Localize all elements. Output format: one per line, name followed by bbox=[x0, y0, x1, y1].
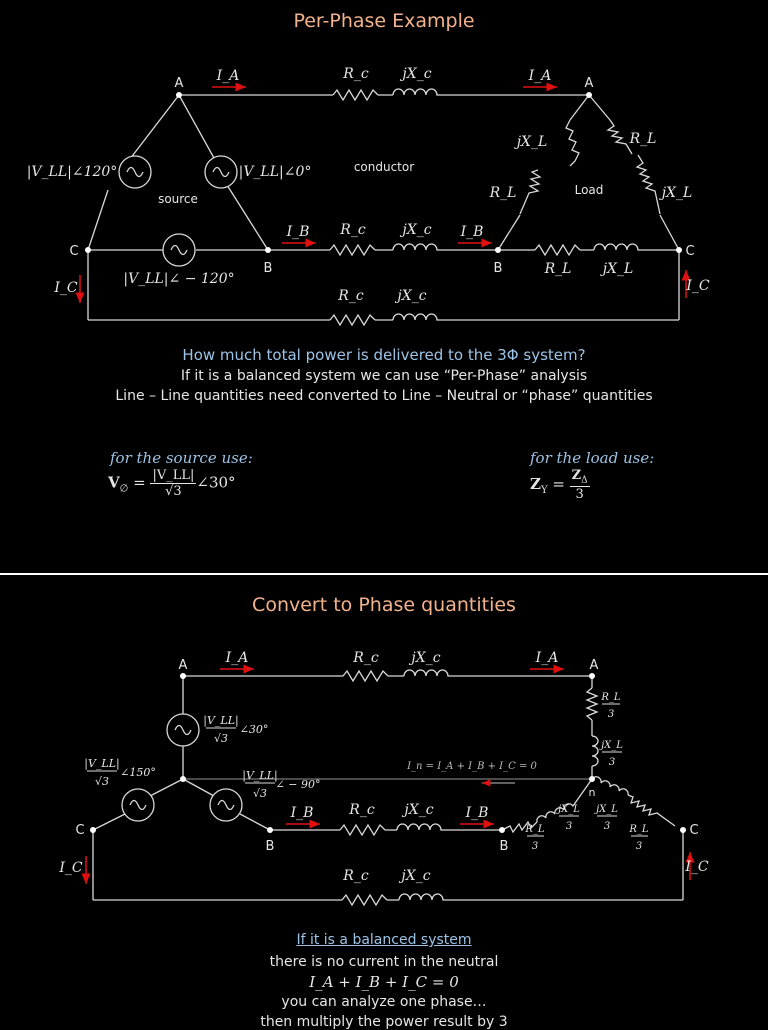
voltage-a-fraction bbox=[203, 714, 268, 745]
source-label: source bbox=[158, 192, 198, 206]
svg-text:R_L: R_L bbox=[629, 824, 649, 835]
current-c-label: I_C bbox=[59, 860, 83, 876]
slide-convert-to-phase bbox=[0, 576, 768, 1030]
current-b-label: I_B bbox=[290, 805, 314, 821]
jxc-mid-label: jX_c bbox=[404, 802, 434, 818]
svg-text:√3: √3 bbox=[252, 787, 268, 800]
source-use-label: for the source use: bbox=[110, 449, 253, 467]
per-phase-note: If it is a balanced system we can use “Per-Phase” analysis bbox=[180, 368, 588, 384]
current-b-label: I_B bbox=[286, 224, 310, 240]
load-node-c-label: C bbox=[689, 823, 699, 838]
current-a-label: I_A bbox=[225, 650, 249, 666]
balanced-heading: If it is a balanced system bbox=[296, 932, 472, 948]
load-phase-equation: $Z_Y$ = $\frac{Z_\Delta}{3}$ bbox=[530, 468, 588, 502]
node-a-label: A bbox=[174, 76, 184, 91]
rl-left-label: R_L bbox=[489, 185, 517, 201]
svg-text:3: 3 bbox=[608, 757, 616, 768]
svg-text:jX_L: jX_L bbox=[601, 740, 623, 751]
slide-title: Convert to Phase quantities bbox=[252, 594, 516, 616]
load-c-r-fraction bbox=[628, 824, 649, 852]
load-c-x-fraction bbox=[594, 804, 618, 832]
rc-mid-label: R_c bbox=[340, 222, 366, 238]
rl-right-label: R_L bbox=[629, 131, 657, 147]
jxc-top-label: jX_c bbox=[411, 650, 441, 666]
slide-divider bbox=[0, 573, 768, 575]
svg-text:R_L: R_L bbox=[601, 692, 621, 703]
load-use-label: for the load use: bbox=[530, 449, 655, 467]
no-neutral-current-note: there is no current in the neutral bbox=[269, 954, 499, 970]
rc-top-label: R_c bbox=[353, 650, 379, 666]
current-a-load-label: I_A bbox=[528, 68, 552, 84]
kcl-equation: I_A + I_B + I_C = 0 bbox=[309, 973, 459, 991]
one-phase-note: you can analyze one phase… bbox=[281, 994, 487, 1010]
load-node-b-label: B bbox=[493, 261, 503, 276]
svg-text:jX_L: jX_L bbox=[558, 804, 580, 815]
load-b-x-fraction bbox=[556, 804, 580, 832]
source-phase-equation: $V_\emptyset$ = $\frac{|V\_LL|}{√3}$ ∠30° bbox=[108, 468, 236, 499]
load-node-c-label: C bbox=[685, 244, 695, 259]
rc-mid-label: R_c bbox=[349, 802, 375, 818]
multiply-note: then multiply the power result by 3 bbox=[260, 1014, 508, 1030]
svg-text:∠30°: ∠30° bbox=[239, 723, 269, 736]
jxc-mid-label: jX_c bbox=[402, 222, 432, 238]
jxl-bottom-label: jX_L bbox=[602, 261, 634, 277]
load-node-a-label: A bbox=[584, 76, 594, 91]
voltage-b-fraction bbox=[242, 769, 320, 800]
svg-text:√3: √3 bbox=[94, 775, 110, 788]
current-c-load-label: I_C bbox=[686, 278, 710, 294]
jxl-left-label: jX_L bbox=[516, 134, 548, 150]
svg-text:|V_LL|: |V_LL| bbox=[242, 769, 278, 782]
neutral-current-equation: I_n = I_A + I_B + I_C = 0 bbox=[407, 761, 537, 772]
svg-text:√3: √3 bbox=[213, 732, 229, 745]
jxc-bottom-label: jX_c bbox=[397, 288, 427, 304]
rc-top-label: R_c bbox=[343, 66, 369, 82]
svg-text:R_L: R_L bbox=[525, 824, 545, 835]
slide-title: Per-Phase Example bbox=[293, 10, 475, 32]
current-a-label: I_A bbox=[216, 68, 240, 84]
svg-text:∠ − 90°: ∠ − 90° bbox=[275, 778, 321, 791]
current-b-load-label: I_B bbox=[460, 224, 484, 240]
svg-text:|V_LL|: |V_LL| bbox=[203, 714, 239, 727]
voltage-bottom-label: |V_LL|∠ − 120° bbox=[123, 271, 235, 287]
current-b-load-label: I_B bbox=[465, 805, 489, 821]
node-b-label: B bbox=[263, 261, 273, 276]
conversion-note: Line – Line quantities need converted to Line – Neutral or “phase” quantities bbox=[115, 388, 653, 404]
rc-bottom-label: R_c bbox=[338, 288, 364, 304]
voltage-left-label: |V_LL|∠120° bbox=[26, 164, 118, 180]
voltage-right-label: |V_LL|∠0° bbox=[238, 164, 312, 180]
current-a-load-label: I_A bbox=[535, 650, 559, 666]
load-b-r-fraction bbox=[524, 824, 545, 852]
svg-text:3: 3 bbox=[565, 821, 573, 832]
node-c-label: C bbox=[75, 823, 85, 838]
node-b-label: B bbox=[265, 839, 275, 854]
jxc-bottom-label: jX_c bbox=[401, 868, 431, 884]
conductor-label: conductor bbox=[353, 160, 415, 174]
current-c-label: I_C bbox=[54, 280, 78, 296]
rc-bottom-label: R_c bbox=[343, 868, 369, 884]
svg-text:3: 3 bbox=[531, 841, 539, 852]
load-label: Load bbox=[574, 183, 604, 197]
load-vertical-r-fraction bbox=[600, 692, 621, 720]
node-a-label: A bbox=[178, 658, 188, 673]
node-c-label: C bbox=[69, 244, 79, 259]
load-vertical-x-fraction bbox=[599, 740, 623, 768]
svg-text:3: 3 bbox=[603, 821, 611, 832]
voltage-c-fraction bbox=[84, 757, 156, 788]
jxl-right-label: jX_L bbox=[661, 185, 693, 201]
svg-text:3: 3 bbox=[635, 841, 643, 852]
svg-text:|V_LL|: |V_LL| bbox=[84, 757, 120, 770]
load-node-b-label: B bbox=[499, 839, 509, 854]
svg-text:3: 3 bbox=[607, 709, 615, 720]
question-text: How much total power is delivered to the 3Φ system? bbox=[182, 346, 586, 364]
current-c-load-label: I_C bbox=[685, 859, 709, 875]
jxc-top-label: jX_c bbox=[402, 66, 432, 82]
load-node-a-label: A bbox=[589, 658, 599, 673]
svg-text:jX_L: jX_L bbox=[596, 804, 618, 815]
svg-text:∠150°: ∠150° bbox=[120, 766, 156, 779]
neutral-node-label: n bbox=[588, 786, 596, 799]
rl-bottom-label: R_L bbox=[544, 261, 572, 277]
